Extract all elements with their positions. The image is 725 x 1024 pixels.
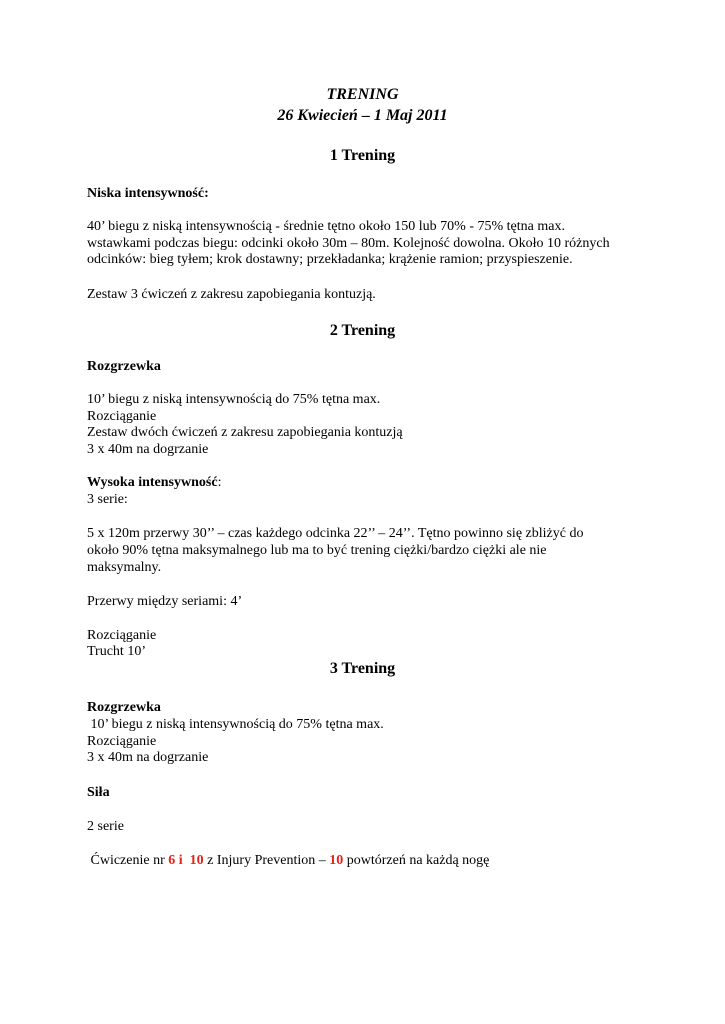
session-1-line-2: wstawkami podczas biegu: odcinki około 30m – 80m. Kolejność dowolna. Około 10 różnych — [87, 236, 610, 251]
session-3-heading: 3 Trening — [329, 660, 396, 677]
session-2-series-line-1: 5 x 120m przerwy 30’’ – czas każdego odcinka 22’’ – 24’’. Tętno powinno się zbliżyć do — [87, 526, 584, 541]
session-2-series: 3 serie: — [87, 492, 128, 507]
session-2-stretch: Rozciąganie — [87, 628, 157, 643]
exercise-text-c: powtórzeń na każdą nogę — [343, 853, 490, 868]
session-3-warmup-line-3: 3 x 40m na dogrzanie — [87, 750, 209, 765]
session-2-warmup-line-3: Zestaw dwóch ćwiczeń z zakresu zapobiegania kontuzją — [87, 425, 403, 440]
session-2-breaks: Przerwy między seriami: 4’ — [87, 594, 243, 609]
session-2-heading: 2 Trening — [329, 322, 396, 339]
session-3-warmup-label: Rozgrzewka — [87, 700, 161, 715]
session-2-warmup-label: Rozgrzewka — [87, 359, 161, 374]
session-2-warmup-line-1: 10’ biegu z niską intensywnością do 75% tętna max. — [87, 392, 381, 407]
session-1-line-4: Zestaw 3 ćwiczeń z zakresu zapobiegania kontuzją. — [87, 287, 376, 302]
session-2-jog: Trucht 10’ — [87, 644, 146, 659]
high-intensity-colon: : — [217, 475, 222, 490]
exercise-text-b: z Injury Prevention – — [203, 853, 330, 868]
document-title: TRENING — [326, 86, 399, 103]
session-1-heading: 1 Trening — [329, 147, 396, 164]
exercise-text-a: Ćwiczenie nr — [87, 853, 169, 868]
high-intensity-text: Wysoka intensywność — [87, 475, 218, 490]
session-3-series: 2 serie — [87, 819, 124, 834]
session-1-line-3: odcinków: bieg tyłem; krok dostawny; przekładanka; krążenie ramion; przyspieszenie. — [87, 252, 573, 267]
session-2-series-line-3: maksymalny. — [87, 560, 162, 575]
session-2-warmup-line-4: 3 x 40m na dogrzanie — [87, 442, 209, 457]
session-2-warmup-line-2: Rozciąganie — [87, 409, 157, 424]
session-2-series-line-2: około 90% tętna maksymalnego lub ma to być trening ciężki/bardzo ciężki ale nie — [87, 543, 547, 558]
session-3-strength-label: Siła — [87, 785, 110, 800]
exercise-repetitions: 10 — [329, 853, 344, 868]
session-3-warmup-line-1: 10’ biegu z niską intensywnością do 75% tętna max. — [87, 717, 384, 732]
session-3-exercise-line — [87, 852, 489, 869]
session-2-high-intensity-label — [87, 474, 221, 491]
session-3-warmup-line-2: Rozciąganie — [87, 734, 157, 749]
document-dates: 26 Kwiecień – 1 Maj 2011 — [277, 107, 448, 124]
session-1-line-1: 40’ biegu z niską intensywnością - średnie tętno około 150 lub 70% - 75% tętna max. — [87, 219, 565, 234]
exercise-numbers: 6 i 10 — [168, 853, 204, 868]
session-1-label: Niska intensywność: — [87, 186, 209, 201]
